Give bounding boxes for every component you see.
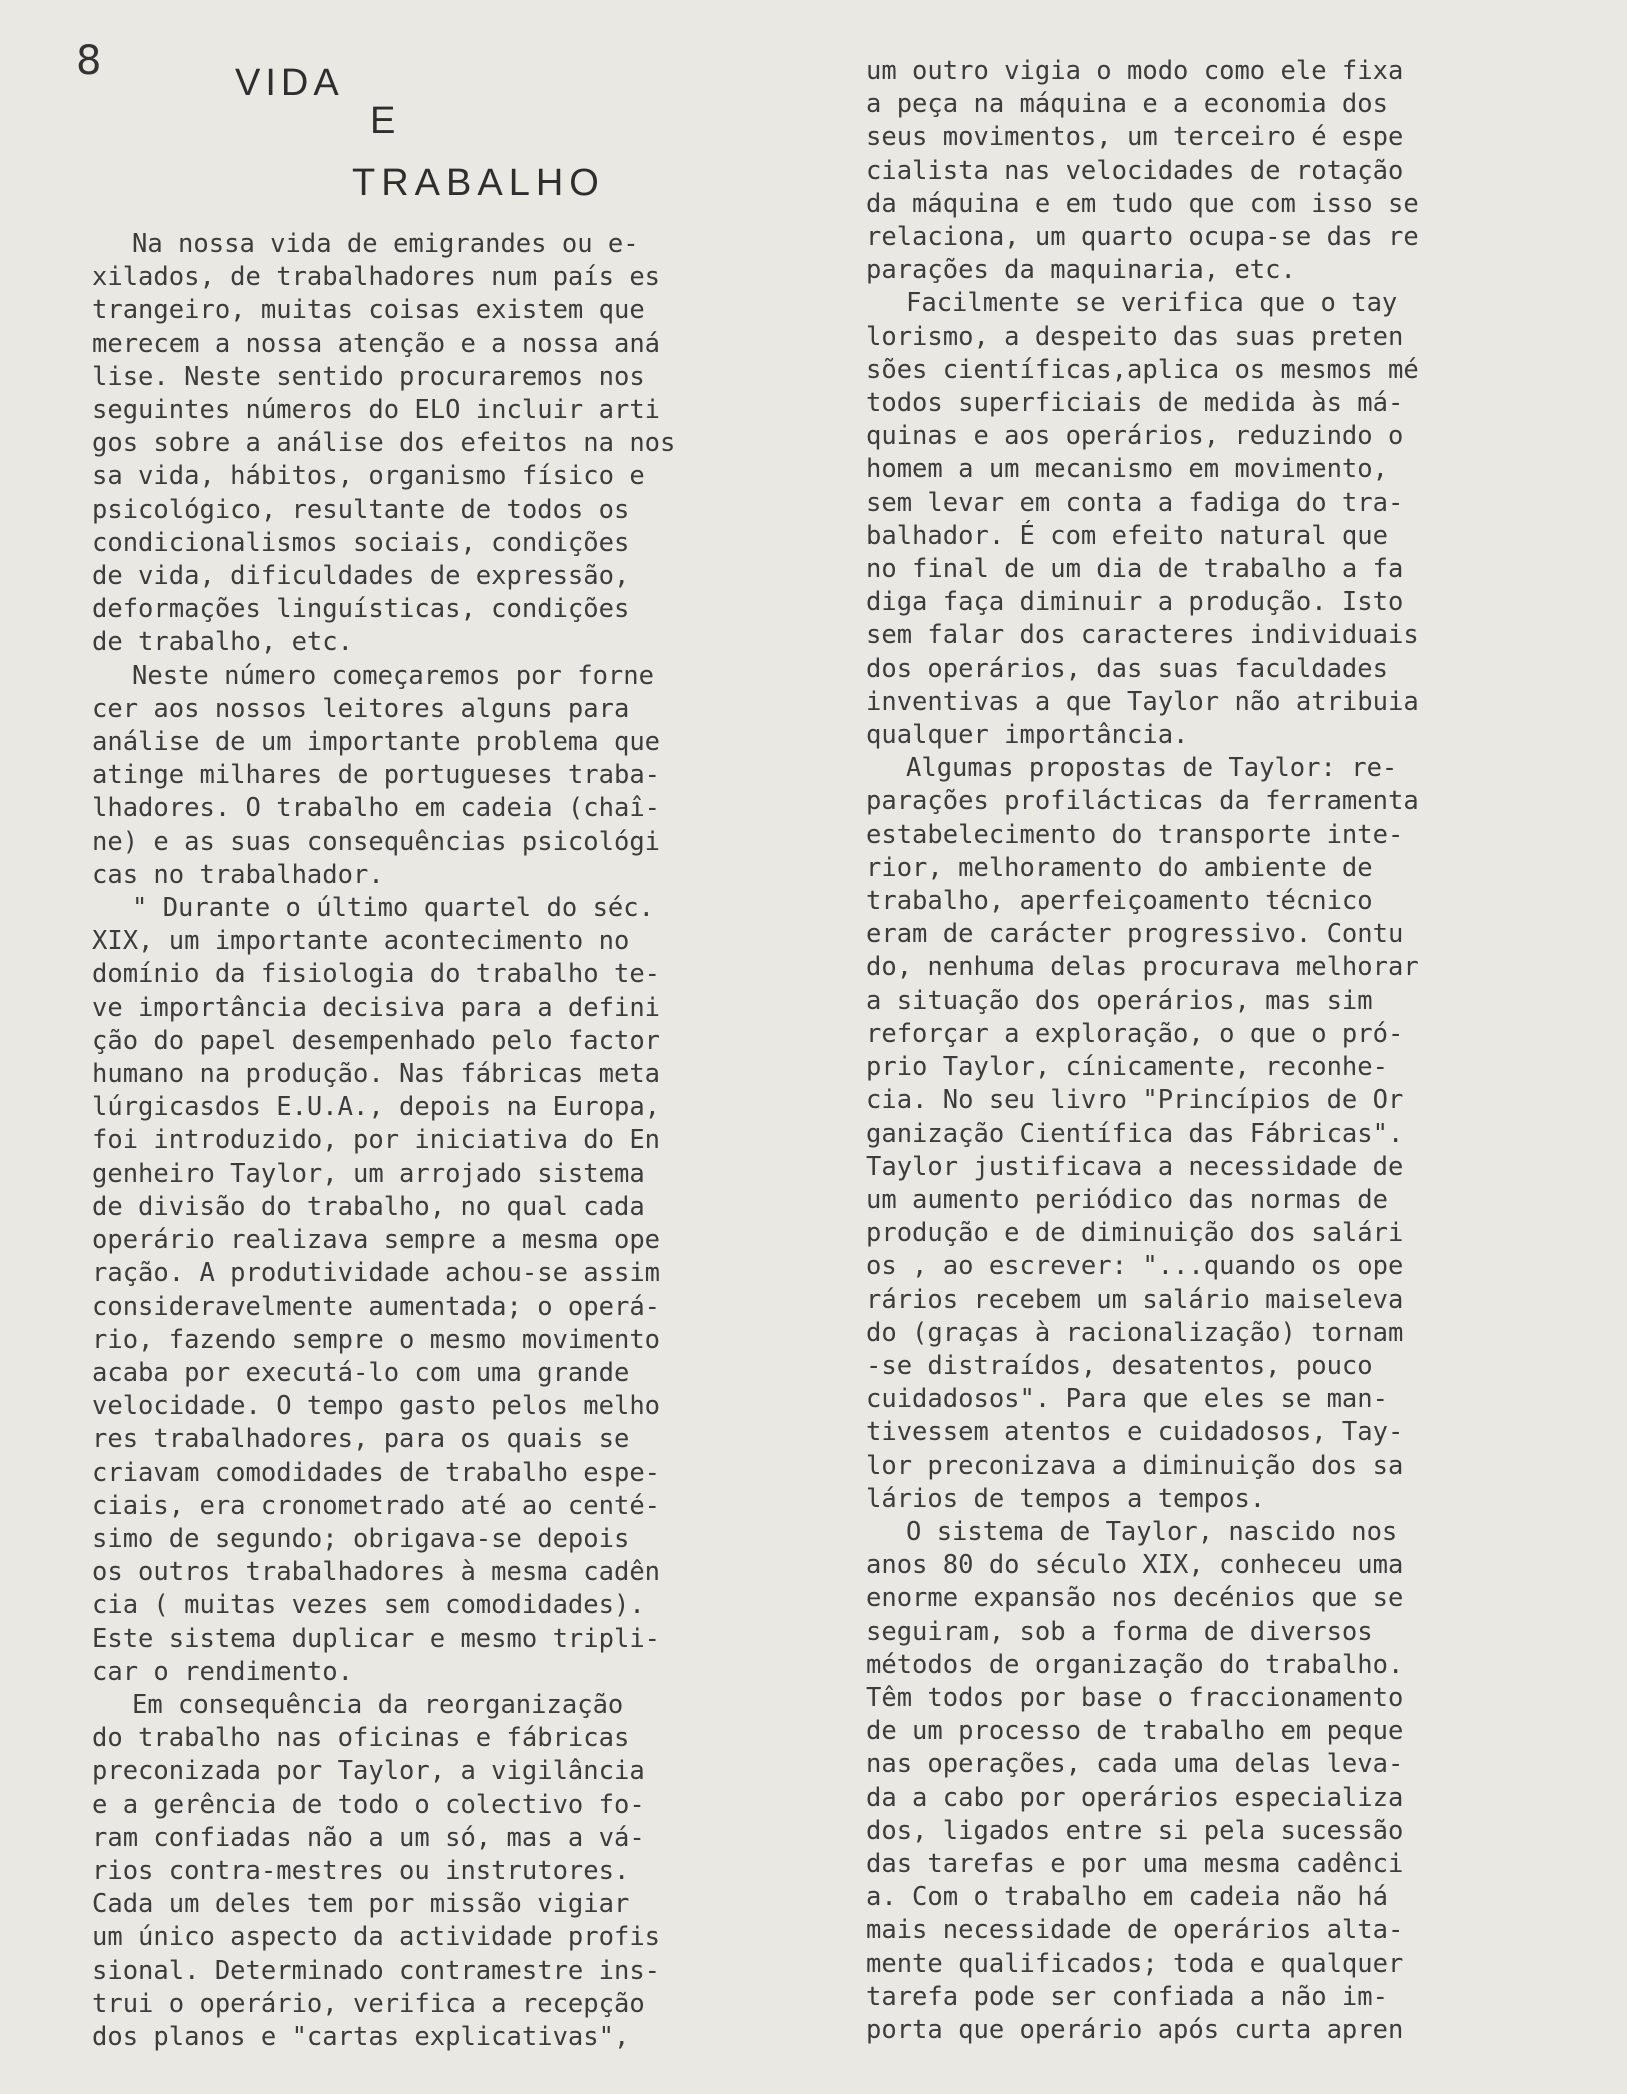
text-line: rários recebem um salário maiseleva (866, 1284, 1404, 1315)
text-line: Na nossa vida de emigrandes ou e- (132, 229, 639, 259)
text-line: da a cabo por operários especializa (866, 1782, 1404, 1813)
text-line: sões científicas,aplica os mesmos mé (866, 354, 1419, 385)
text-line: mais necessidade de operários alta- (866, 1915, 1404, 1946)
text-line: Algumas propostas de Taylor: re- (906, 753, 1398, 784)
text-line: de vida, dificuldades de expressão, (92, 561, 630, 592)
left-column (92, 228, 792, 2054)
text-line: Facilmente se verifica que o tay (906, 288, 1398, 319)
text-line: rio, fazendo sempre o mesmo movimento (92, 1324, 661, 1355)
text-line: reforçar a exploração, o que o pró- (866, 1018, 1404, 1049)
text-line: trangeiro, muitas coisas existem que (92, 295, 645, 326)
text-line: enorme expansão nos decénios que se (866, 1583, 1404, 1614)
text-line: Em consequência da reorganização (132, 1689, 624, 1720)
text-line: " Durante o último quartel do séc. (132, 893, 654, 924)
text-line: a situação dos operários, mas sim (866, 985, 1373, 1016)
page-number: 8 (76, 38, 102, 84)
text-line: consideravelmente aumentada; o operá- (92, 1291, 661, 1322)
text-line: tivessem atentos e cuidadosos, Tay- (866, 1417, 1404, 1448)
text-line: cer aos nossos leitores alguns para (92, 693, 630, 724)
page-title-line-1: VIDA (235, 62, 344, 104)
text-line: Cada um deles tem por missão vigiar (92, 1889, 630, 1920)
text-line: qualquer importância. (866, 720, 1189, 751)
text-line: criavam comodidades de trabalho espe- (92, 1457, 661, 1488)
text-line: homem a um mecanismo em movimento, (866, 454, 1388, 485)
text-line: Neste número começaremos por forne (132, 660, 654, 691)
text-line: preconizada por Taylor, a vigilância (92, 1756, 645, 1787)
text-line: XIX, um importante acontecimento no (92, 926, 630, 957)
text-line: lise. Neste sentido procuraremos nos (92, 361, 645, 392)
text-line: rios contra-mestres ou instrutores. (92, 1855, 630, 1886)
text-line: domínio da fisiologia do trabalho te- (92, 959, 661, 990)
text-line: a peça na máquina e a economia dos (866, 89, 1388, 120)
text-line: parações profilácticas da ferramenta (866, 786, 1419, 817)
text-line: um outro vigia o modo como ele fixa (866, 56, 1404, 86)
text-line: foi introduzido, por iniciativa do En (92, 1125, 661, 1156)
text-line: sa vida, hábitos, organismo físico e (92, 461, 645, 492)
text-line: sem levar em conta a fadiga do tra- (866, 487, 1404, 518)
text-line: cia ( muitas vezes sem comodidades). (92, 1590, 645, 1621)
text-line: produção e de diminuição dos salári (866, 1218, 1404, 1249)
text-line: das tarefas e por uma mesma cadênci (866, 1848, 1404, 1879)
text-line: seguiram, sob a forma de diversos (866, 1616, 1373, 1647)
text-line: no final de um dia de trabalho a fa (866, 554, 1404, 585)
text-line: velocidade. O tempo gasto pelos melho (92, 1391, 661, 1422)
text-line: dos, ligados entre si pela sucessão (866, 1815, 1404, 1846)
text-line: a. Com o trabalho em cadeia não há (866, 1882, 1388, 1913)
text-line: car o rendimento. (92, 1656, 353, 1687)
text-line: condicionalismos sociais, condições (92, 527, 630, 558)
text-line: res trabalhadores, para os quais se (92, 1424, 630, 1455)
text-line: ve importância decisiva para a defini (92, 992, 661, 1023)
text-line: métodos de organização do trabalho. (866, 1649, 1404, 1680)
text-line: os , ao escrever: "...quando os ope (866, 1251, 1404, 1282)
text-line: trabalho, aperfeiçoamento técnico (866, 886, 1373, 917)
text-line: genheiro Taylor, um arrojado sistema (92, 1158, 645, 1189)
text-line: anos 80 do século XIX, conheceu uma (866, 1550, 1404, 1581)
text-line: ganização Científica das Fábricas". (866, 1118, 1404, 1149)
text-line: lúrgicasdos E.U.A., depois na Europa, (92, 1092, 661, 1123)
text-line: xilados, de trabalhadores num país es (92, 262, 661, 293)
page-title-line-3: TRABALHO (352, 162, 605, 204)
text-line: inventivas a que Taylor não atribuia (866, 686, 1419, 717)
text-line: psicológico, resultante de todos os (92, 494, 630, 525)
text-line: lhadores. O trabalho em cadeia (chaî- (92, 793, 661, 824)
text-line: cia. No seu livro "Princípios de Or (866, 1085, 1404, 1116)
text-line: os outros trabalhadores à mesma cadên (92, 1557, 661, 1588)
text-line: cas no trabalhador. (92, 859, 384, 890)
text-line: e a gerência de todo o colectivo fo- (92, 1789, 645, 1820)
text-line: de divisão do trabalho, no qual cada (92, 1191, 645, 1222)
text-line: ração. A produtividade achou-se assim (92, 1258, 661, 1289)
text-line: sional. Determinado contramestre ins- (92, 1955, 661, 1986)
text-line: rior, melhoramento do ambiente de (866, 852, 1373, 883)
text-line: simo de segundo; obrigava-se depois (92, 1523, 630, 1554)
text-line: ção do papel desempenhado pelo factor (92, 1025, 661, 1056)
text-line: seguintes números do ELO incluir arti (92, 395, 661, 426)
text-line: lor preconizava a diminuição dos sa (866, 1450, 1404, 1481)
text-line: nas operações, cada uma delas leva- (866, 1749, 1404, 1780)
text-line: de trabalho, etc. (92, 627, 353, 658)
text-line: prio Taylor, cínicamente, reconhe- (866, 1052, 1388, 1083)
text-line: estabelecimento do transporte inte- (866, 819, 1404, 850)
text-line: do, nenhuma delas procurava melhorar (866, 952, 1419, 983)
text-line: do (graças à racionalização) tornam (866, 1317, 1404, 1348)
text-line: acaba por executá-lo com uma grande (92, 1357, 630, 1388)
text-line: lorismo, a despeito das suas preten (866, 321, 1404, 352)
text-line: -se distraídos, desatentos, pouco (866, 1350, 1373, 1381)
text-line: mente qualificados; toda e qualquer (866, 1948, 1404, 1979)
text-line: deformações linguísticas, condições (92, 594, 630, 625)
text-line: humano na produção. Nas fábricas meta (92, 1059, 661, 1090)
text-line: Têm todos por base o fraccionamento (866, 1682, 1404, 1713)
text-line: sem falar dos caracteres individuais (866, 620, 1419, 651)
text-line: O sistema de Taylor, nascido nos (906, 1516, 1398, 1547)
text-line: um aumento periódico das normas de (866, 1184, 1388, 1215)
text-line: merecem a nossa atenção e a nossa aná (92, 328, 661, 359)
text-line: da máquina e em tudo que com isso se (866, 188, 1419, 219)
text-line: tarefa pode ser confiada a não im- (866, 1981, 1388, 2012)
text-line: quinas e aos operários, reduzindo o (866, 421, 1404, 452)
text-line: seus movimentos, um terceiro é espe (866, 122, 1404, 153)
text-line: atinge milhares de portugueses traba- (92, 760, 661, 791)
right-column (866, 55, 1526, 2047)
text-line: Taylor justificava a necessidade de (866, 1151, 1404, 1182)
text-line: análise de um importante problema que (92, 727, 661, 758)
text-line: Este sistema duplicar e mesmo tripli- (92, 1623, 661, 1654)
text-line: de um processo de trabalho em peque (866, 1716, 1404, 1747)
text-line: operário realizava sempre a mesma ope (92, 1225, 661, 1256)
text-line: cuidadosos". Para que eles se man- (866, 1384, 1388, 1415)
text-line: do trabalho nas oficinas e fábricas (92, 1723, 630, 1754)
text-line: trui o operário, verifica a recepção (92, 1988, 645, 2019)
text-line: ram confiadas não a um só, mas a vá- (92, 1822, 645, 1853)
text-line: eram de carácter progressivo. Contu (866, 919, 1404, 950)
text-line: um único aspecto da actividade profis (92, 1922, 661, 1953)
text-line: dos planos e "cartas explicativas", (92, 2021, 630, 2052)
text-line: diga faça diminuir a produção. Isto (866, 587, 1404, 618)
text-line: gos sobre a análise dos efeitos na nos (92, 428, 676, 459)
text-line: relaciona, um quarto ocupa-se das re (866, 222, 1419, 253)
text-line: ciais, era cronometrado até ao centé- (92, 1490, 661, 1521)
text-line: cialista nas velocidades de rotação (866, 155, 1404, 186)
text-line: dos operários, das suas faculdades (866, 653, 1388, 684)
text-line: porta que operário após curta apren (866, 2014, 1404, 2045)
text-line: parações da maquinaria, etc. (866, 255, 1296, 286)
text-line: lários de tempos a tempos. (866, 1483, 1266, 1514)
text-line: ne) e as suas consequências psicológi (92, 826, 661, 857)
text-line: balhador. É com efeito natural que (866, 520, 1388, 551)
text-line: todos superficiais de medida às má- (866, 388, 1404, 419)
page-title-line-2: E (370, 100, 401, 142)
